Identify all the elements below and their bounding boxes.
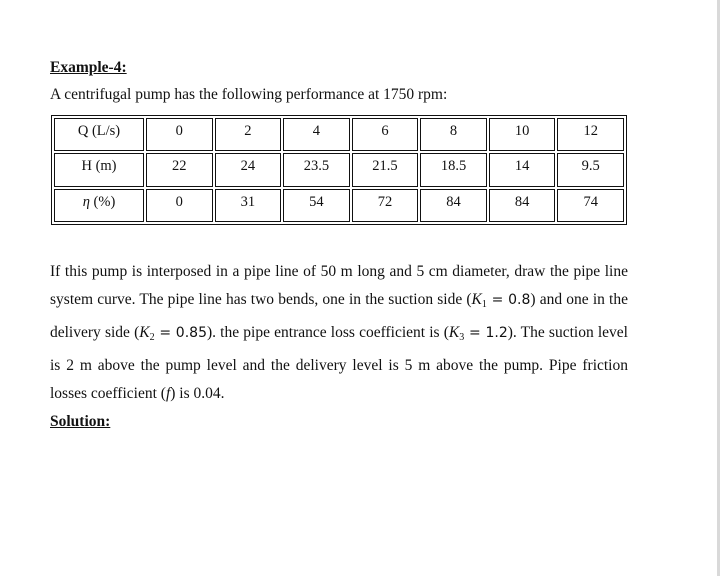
k2-symbol: K [139,324,150,341]
text-segment: If this pump is interposed in a pipe line of 50 m long and 5 cm diameter, draw the pipe line system curve. The pipe line has two bends, one in the suction side ( [50,263,628,308]
text-segment: ) and one in the delivery side ( [50,291,628,341]
k1-subscript: 1 [481,299,487,310]
table-row-head [54,153,624,186]
k1-value: = 0.8 [486,292,531,308]
table-cell: 74 [557,189,624,222]
k2-value: = 0.85 [154,325,207,341]
table-row-flow [54,118,624,151]
text-segment: ) is 0.04. [170,385,225,402]
k3-subscript: 3 [459,332,465,343]
table-cell: 0 [146,118,213,151]
table-cell: 8 [420,118,487,151]
table-cell: 10 [489,118,556,151]
row-label-flow: Q (L/s) [54,118,144,151]
table-cell: 9.5 [557,153,624,186]
solution-heading: Solution: [50,413,111,430]
eta-symbol: η [82,193,90,210]
table-cell: 12 [557,118,624,151]
table-cell: 4 [283,118,350,151]
f-symbol: f [165,385,171,402]
table-cell: 72 [352,189,419,222]
problem-statement [50,258,628,408]
table-cell: 6 [352,118,419,151]
table-row-efficiency [54,189,624,222]
table-cell: 24 [215,153,282,186]
table-cell: 84 [420,189,487,222]
k3-value: = 1.2 [464,325,508,341]
example-heading: Example-4: [50,59,127,76]
table-cell: 31 [215,189,282,222]
text-segment: ). The suction level is 2 m above the pump level and the delivery level is 5 m above the pump. Pipe friction losses coefficient ( [50,324,628,402]
row-label-head: H (m) [54,153,144,186]
table-cell: 23.5 [283,153,350,186]
table-cell: 0 [146,189,213,222]
table-cell: 14 [489,153,556,186]
efficiency-unit: (%) [89,193,116,210]
k3-symbol: K [448,324,460,341]
table-cell: 18.5 [420,153,487,186]
table-cell: 21.5 [352,153,419,186]
table-cell: 54 [283,189,350,222]
performance-table [51,115,627,225]
k1-symbol: K [471,291,482,308]
text-segment: ). the pipe entrance loss coefficient is ( [206,324,449,341]
table-cell: 22 [146,153,213,186]
table-cell: 84 [489,189,556,222]
table-cell: 2 [215,118,282,151]
intro-text: A centrifugal pump has the following performance at 1750 rpm: [50,86,448,103]
row-label-efficiency [54,189,144,222]
k2-subscript: 2 [149,332,155,343]
